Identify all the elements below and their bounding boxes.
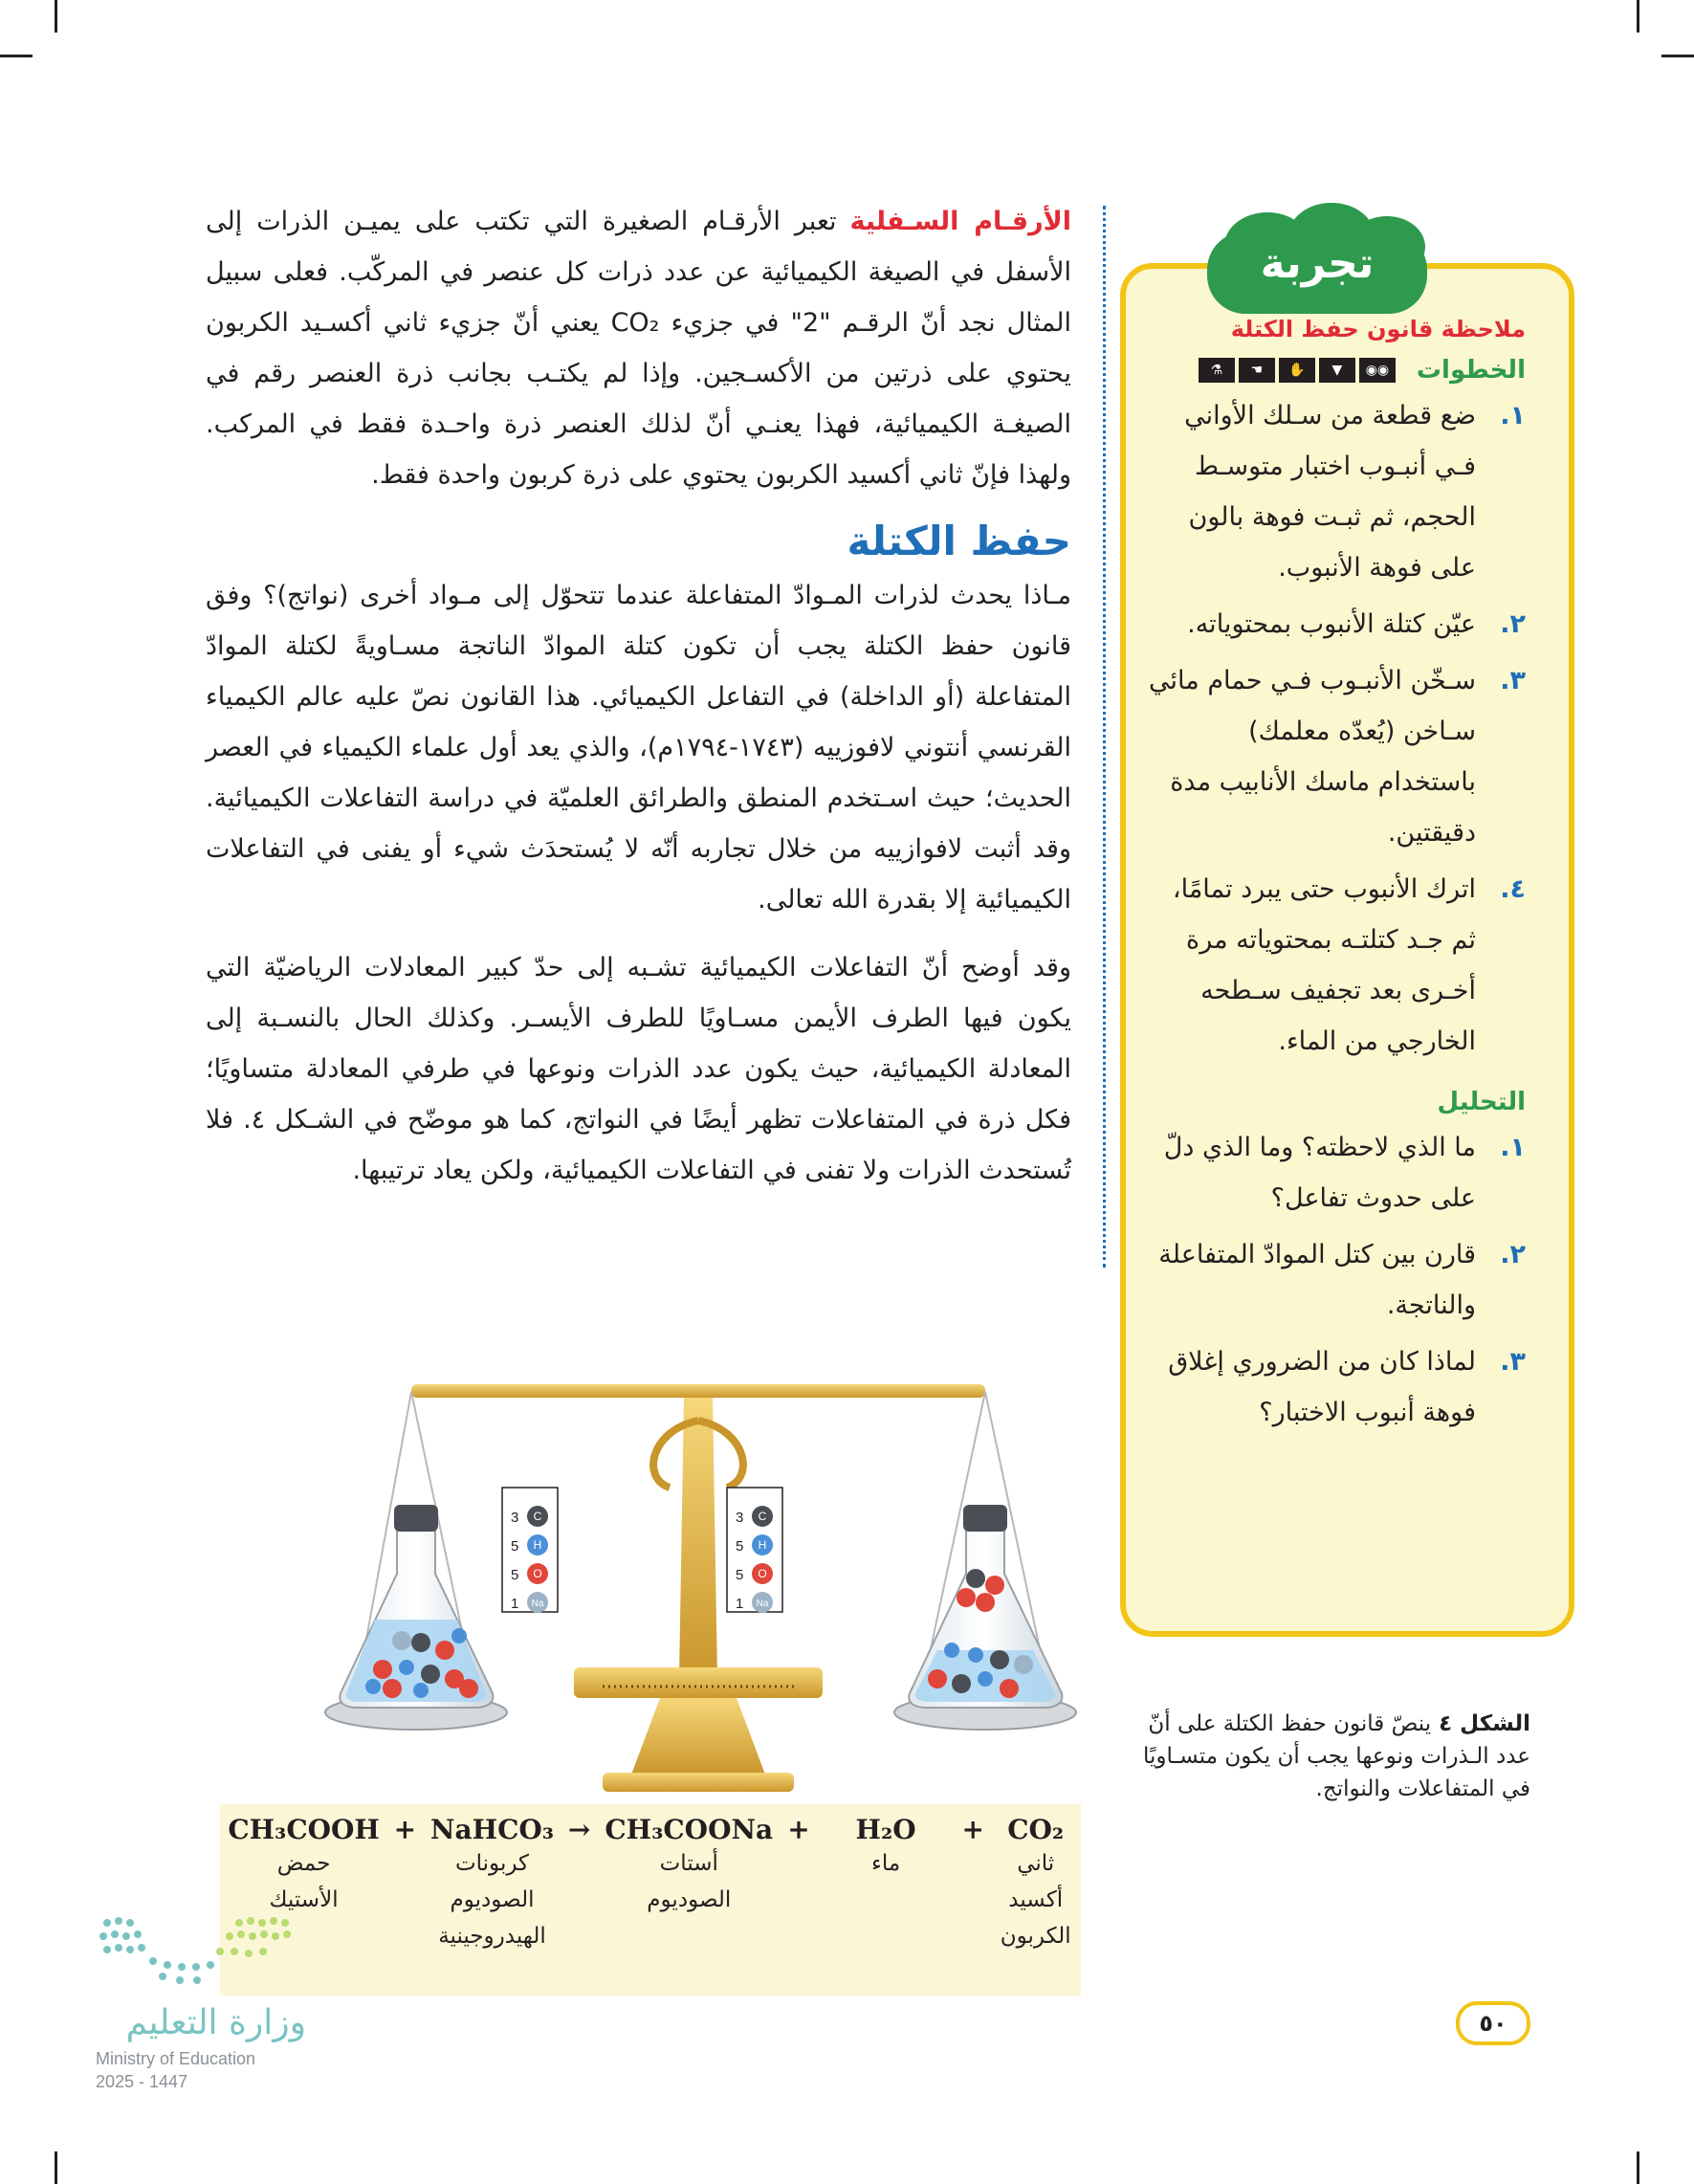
experiment-badge <box>1198 203 1437 316</box>
list-item: ٣. لماذا كان من الضروري إغلاق فوهة أنبوب الاختبار؟ <box>1168 1347 1526 1427</box>
experiment-badge-label: تجربة <box>1260 239 1375 288</box>
balance-column <box>679 1398 717 1679</box>
list-item: ٤. اترك الأنبوب حتى يبرد تمامًا، ثم جـد كتلتـه بمحتوياته مرة أخـرى بعد تجفيف سـطحه الخارجي من الماء. <box>1172 874 1526 1056</box>
left-atom-symbol-na: Na <box>531 1599 544 1609</box>
steps-heading-row <box>1143 356 1526 385</box>
product-carbon-dioxide-name: ثاني أكسيد الكربون <box>1000 1851 1071 1949</box>
chemical-equation <box>220 1804 1081 1996</box>
ministry-logo-year: 2025 - 1447 <box>96 2072 188 2091</box>
left-atom-count-c: 3 <box>511 1510 519 1526</box>
left-atom-count-na: 1 <box>511 1596 519 1612</box>
subscript-paragraph <box>206 196 1071 500</box>
balance-beam <box>411 1384 985 1398</box>
glove-icon: ✋ <box>1279 358 1315 383</box>
ministry-logo-arabic: وزارة التعليم <box>125 2003 306 2042</box>
right-flask-stopper <box>963 1505 1007 1532</box>
crop-mark <box>55 2151 57 2184</box>
reactant-sodium-bicarbonate-name: كربونات الصوديوم الهيدروجينية <box>438 1851 546 1949</box>
reaction-arrow: → <box>567 1814 591 1845</box>
product-carbon-dioxide-formula: CO₂ <box>1007 1814 1065 1845</box>
balance-scale-plate <box>574 1667 823 1698</box>
list-item: ٢. قارن بين كتل الموادّ المتفاعلة والناتجة. <box>1158 1240 1526 1320</box>
left-atom-count-h: 5 <box>511 1538 519 1555</box>
list-item: ٣. سـخّن الأنبـوب فـي حمام مائي سـاخن (يُعدّه معلمك) باستخدام ماسك الأنابيب مدة دقيقتين. <box>1149 666 1526 848</box>
reactant-acetic-acid-name: حمض الأستيك <box>269 1851 339 1912</box>
ministry-logo-dots <box>96 1913 306 1990</box>
product-sodium-acetate-name: أستات الصوديوم <box>647 1851 732 1912</box>
right-atom-count-h: 5 <box>736 1538 744 1555</box>
right-atom-count-o: 5 <box>736 1567 744 1583</box>
left-atom-symbol-c: C <box>533 1510 542 1523</box>
figure-caption <box>1129 1708 1530 1805</box>
product-sodium-acetate-formula: CH₃COONa <box>605 1814 774 1845</box>
list-item: ١. ما الذي لاحظته؟ وما الذي دلّ على حدوث تفاعل؟ <box>1163 1133 1526 1213</box>
steps-heading: الخطوات <box>1416 356 1526 385</box>
reactant-sodium-bicarbonate-formula: NaHCO₃ <box>429 1814 555 1845</box>
left-atom-symbol-h: H <box>533 1538 542 1552</box>
apron-icon: ▼ <box>1319 358 1355 383</box>
experiment-subtitle: ملاحظة قانون حفظ الكتلة <box>1230 316 1526 342</box>
plus-sign: + <box>961 1814 984 1845</box>
plus-sign: + <box>787 1814 810 1845</box>
left-atom-symbol-o: O <box>533 1567 542 1580</box>
crop-mark <box>1637 2151 1639 2184</box>
ministry-logo-english: Ministry of Education <box>96 2049 256 2068</box>
left-flask-stopper <box>394 1505 438 1532</box>
steps-list <box>1143 390 1526 1067</box>
flask-icon: ⚗ <box>1199 358 1235 383</box>
crop-mark <box>0 55 33 57</box>
conservation-paragraph-2: وقد أوضح أنّ التفاعلات الكيميائية تشـبه إلى حدّ كبير المعادلات الرياضيّة التي يكون فيها الطرف الأيمن مسـاويًا للطرف الأيسـر. وكذلك الحال بالنسـبة إلى المعادلة الكيميائية، حيث يكون عدد الذرات ونوعها في طرفي المعادلة متساويًا؛ فكل ذرة في المتفاعلات تظهر أيضًا في النواتج، كما هو موضّح في الشـكل ٤. فلا تُستحدث الذرات ولا تفنى في التفاعلات الكيميائية، ولكن يعاد ترتيبها. <box>206 953 1071 1185</box>
column-divider <box>1103 206 1106 1268</box>
experiment-content <box>1143 316 1526 1444</box>
conservation-paragraph-1: مـاذا يحدث لذرات المـوادّ المتفاعلة عندما تتحوّل إلى مـواد أخرى (نواتج)؟ وفق قانون حفظ الكتلة يجب أن تكون كتلة الموادّ الناتجة مسـاويةً لكتلة الموادّ المتفاعلة (أو الداخلة) في التفاعل الكيميائي. هذا القانون نصّ عليه عالم الكيمياء القرنسي أنتوني لافوزييه (١٧٤٣-١٧٩٤م)، والذي يعد أول علماء الكيمياء في العصر الحديث؛ حيث اسـتخدم المنطق والطرائق العلميّة في دراسة التفاعلات الكيميائية. وقد أثبت لافوازييه من خلال تجاربه أنّه لا يُستحدَث شيء أو يفنى في التفاعلات الكيميائية إلا بقدرة الله تعالى. <box>206 581 1071 915</box>
product-water-formula: H₂O <box>855 1814 916 1845</box>
analysis-heading: التحليل <box>1437 1088 1526 1116</box>
list-item: ١. ضع قطعة من سـلك الأواني فـي أنبـوب اختبار متوسـط الحجم، ثم ثبـت فوهة بالون على فوهة الأنبوب. <box>1184 401 1526 583</box>
page-number: ٥٠ <box>1456 2001 1530 2045</box>
list-item: ٢. عيّن كتلة الأنبوب بمحتوياته. <box>1187 609 1526 639</box>
right-atom-count-na: 1 <box>736 1596 744 1612</box>
subscript-text: تعبر الأرقـام الصغيرة التي تكتب على يميـن الذرات إلى الأسفل في الصيغة الكيميائية عن عدد ذرات كل عنصر في المركّب. فعلى سبيل المثال نجد أنّ الرقـم "2" في جزيء CO₂ يعني أنّ جزيء ثاني أكسـيد الكربون يحتوي على ذرتين من الأكسـجين. وإذا لم يكتـب بجانب ذرة العنصر رقم في الصيغـة الكيميائية، فهذا يعنـي أنّ لذلك العنصر ذرة واحـدة فقط في المركب. ولهذا فإنّ ثاني أكسيد الكربون يحتوي على ذرة كربون واحدة فقط. <box>206 207 1071 490</box>
product-water-name: ماء <box>871 1851 901 1876</box>
section-title: حفظ الكتلة <box>847 518 1071 564</box>
balance-base <box>631 1698 765 1775</box>
right-atom-symbol-na: Na <box>756 1599 769 1609</box>
crop-mark <box>1661 55 1694 57</box>
right-atom-count-c: 3 <box>736 1510 744 1526</box>
main-text-column <box>206 196 1071 1196</box>
crop-mark <box>55 0 57 33</box>
plus-sign: + <box>393 1814 417 1845</box>
goggles-icon: ◉◉ <box>1359 358 1396 383</box>
analysis-list <box>1143 1122 1526 1438</box>
figure-caption-text: ينصّ قانون حفظ الكتلة على أنّ عدد الـذرات ونوعها يجب أن يكون متسـاويًا في المتفاعلات والنواتج. <box>1142 1711 1530 1801</box>
right-atom-symbol-c: C <box>758 1510 767 1523</box>
subscript-term: الأرقـام السـفلية <box>849 207 1071 236</box>
ministry-logo <box>96 1913 316 2138</box>
left-atom-count-o: 5 <box>511 1567 519 1583</box>
reactant-acetic-acid-formula: CH₃COOH <box>228 1814 380 1845</box>
right-atom-symbol-o: O <box>758 1567 767 1580</box>
safety-icons <box>1199 358 1396 383</box>
figure-caption-label: الشكل ٤ <box>1439 1711 1530 1736</box>
crop-mark <box>1637 0 1639 33</box>
hand-icon: ☚ <box>1239 358 1275 383</box>
right-atom-symbol-h: H <box>758 1538 767 1552</box>
balance-illustration <box>316 1363 1081 1803</box>
